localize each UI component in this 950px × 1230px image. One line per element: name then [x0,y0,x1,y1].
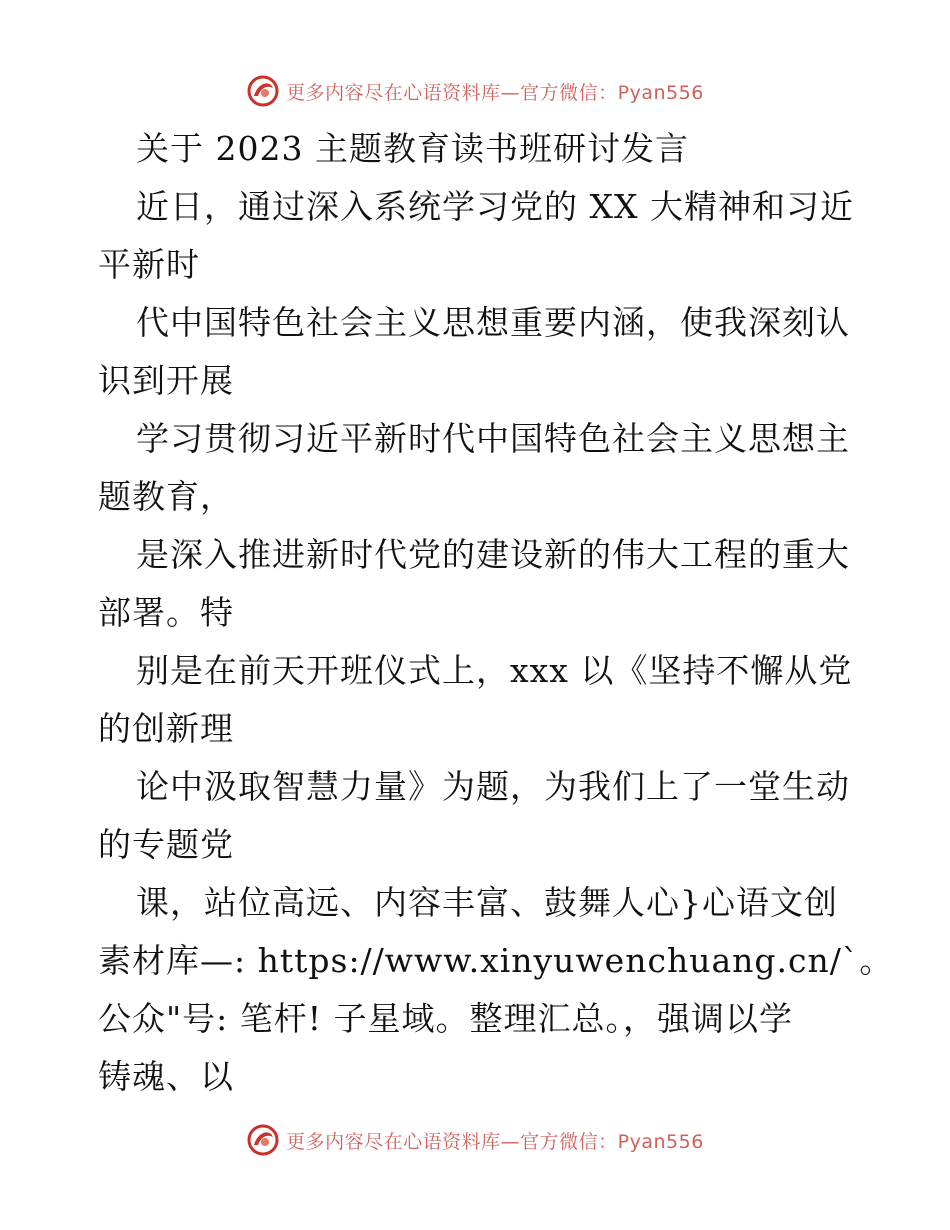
paragraph-line: 近日，通过深入系统学习党的 XX 大精神和习近 [136,187,854,226]
paragraph-line: 部署。特 [98,593,234,632]
document-title: 关于 2023 主题教育读书班研讨发言 [136,129,689,168]
paragraph-line: 素材库—: https://www.xinyuwenchuang.cn/`。 [98,941,894,980]
paragraph-line: 别是在前天开班仪式上，xxx 以《坚持不懈从党 [136,651,853,690]
header-watermark [0,71,950,111]
paragraph-line: 学习贯彻习近平新时代中国特色社会主义思想主 [136,419,850,458]
paragraph-line: 代中国特色社会主义思想重要内涵，使我深刻认 [136,303,850,342]
paragraph-line: 的创新理 [98,709,234,748]
footer-watermark [0,1120,950,1160]
red-swirl-logo-icon [246,1123,280,1157]
footer-watermark-text: 更多内容尽在心语资料库—官方微信：Pyan556 [286,1130,704,1153]
paragraph-line: 的专题党 [98,825,234,864]
document-body [98,120,894,1106]
paragraph-line: 课，站位高远、内容丰富、鼓舞人心}心语文创 [136,883,838,922]
paragraph-line: 题教育， [98,477,234,516]
paragraph-line: 铸魂、以 [98,1057,234,1096]
header-watermark-text: 更多内容尽在心语资料库—官方微信：Pyan556 [286,81,704,104]
paragraph-line: 论中汲取智慧力量》为题，为我们上了一堂生动 [136,767,850,806]
paragraph-line: 识到开展 [98,361,234,400]
paragraph-line: 公众"号: 笔杆! 子星域。整理汇总。，强调以学 [98,999,794,1038]
paragraph-line: 平新时 [98,245,200,284]
red-swirl-logo-icon [246,74,280,108]
paragraph-line: 是深入推进新时代党的建设新的伟大工程的重大 [136,535,850,574]
